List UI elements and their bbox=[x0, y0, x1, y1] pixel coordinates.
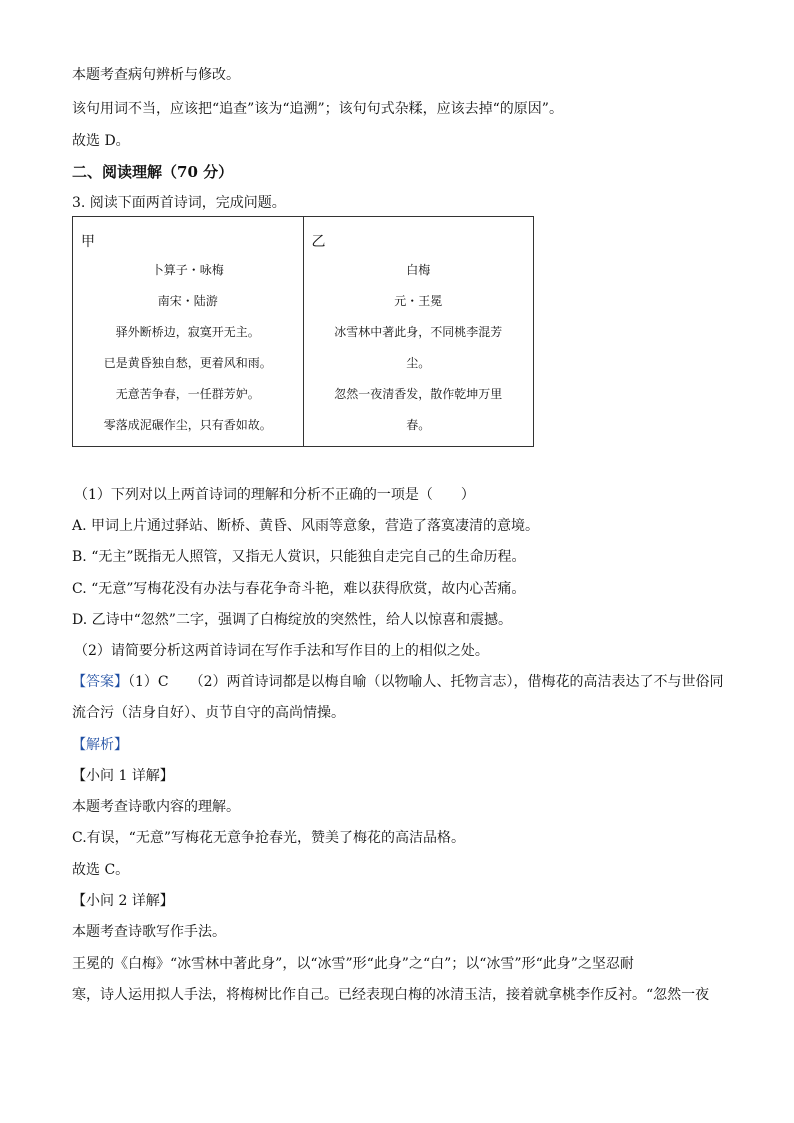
poem-cell-yi bbox=[303, 217, 534, 447]
sub1-heading: 【小问 1 详解】 bbox=[72, 768, 174, 784]
sub2-line: 王冕的《白梅》“冰雪林中著此身”，以“冰雪”形“此身”之“白”；以“冰雪”形“此身”之坚忍耐 bbox=[72, 956, 634, 972]
sub1-line: C.有误，“无意”写梅花无意争抢春光，赞美了梅花的高洁品格。 bbox=[72, 830, 465, 846]
poem-line: 驿外断桥边，寂寞开无主。 bbox=[115, 325, 260, 339]
intro-line: 该句用词不当，应该把“追查”该为“追溯”；该句句式杂糅，应该去掉“的原因”。 bbox=[72, 101, 563, 117]
sub2-line: 寒，诗人运用拟人手法，将梅树比作自己。已经表现白梅的冰清玉洁，接着就拿桃李作反衬。“忽然一夜 bbox=[72, 987, 710, 1003]
poem-title: 白梅 bbox=[406, 263, 431, 277]
sub2-heading: 【小问 2 详解】 bbox=[72, 893, 174, 909]
option-a: A. 甲词上片通过驿站、断桥、黄昏、风雨等意象，营造了落寞凄清的意境。 bbox=[72, 518, 540, 534]
sub1-line: 本题考查诗歌内容的理解。 bbox=[72, 799, 240, 815]
poem-line: 零落成泥碾作尘，只有香如故。 bbox=[103, 418, 272, 432]
option-b: B. “无主”既指无人照管，又指无人赏识，只能独自走完自己的生命历程。 bbox=[72, 549, 526, 565]
analysis-tag: 【解析】 bbox=[72, 737, 128, 753]
answer-line-1 bbox=[72, 673, 724, 691]
poem-line: 尘。 bbox=[406, 356, 431, 370]
poem-label: 甲 bbox=[81, 234, 95, 250]
poem-line: 冰雪林中著此身，不同桃李混芳 bbox=[334, 325, 503, 339]
answer-text: （1）C （2）两首诗词都是以梅自喻（以物喻人、托物言志），借梅花的高洁表达了不与世俗同 bbox=[128, 674, 724, 690]
poem-author: 南宋・陆游 bbox=[157, 294, 218, 308]
poem-cell-jia bbox=[73, 217, 304, 447]
intro-line: 本题考查病句辨析与修改。 bbox=[72, 67, 240, 83]
poem-table bbox=[72, 216, 534, 447]
section-heading: 二、阅读理解（70 分） bbox=[72, 163, 234, 181]
sub1-line: 故选 C。 bbox=[72, 862, 130, 878]
answer-line-2: 流合污（洁身自好）、贞节自守的高尚情操。 bbox=[72, 705, 345, 721]
poem-author: 元・王冕 bbox=[394, 294, 443, 308]
poem-line: 已是黄昏独自愁，更着风和雨。 bbox=[103, 356, 272, 370]
sub2-line: 本题考查诗歌写作手法。 bbox=[72, 924, 226, 940]
answer-tag: 【答案】 bbox=[72, 674, 128, 690]
poem-line: 春。 bbox=[406, 418, 431, 432]
poem-line: 忽然一夜清香发，散作乾坤万里 bbox=[334, 387, 503, 401]
question-1: （1）下列对以上两首诗词的理解和分析不正确的一项是（ ） bbox=[74, 487, 475, 503]
poem-title: 卜算子・咏梅 bbox=[151, 263, 224, 277]
poem-label: 乙 bbox=[311, 234, 326, 250]
option-c: C. “无意”写梅花没有办法与春花争奇斗艳，难以获得欣赏，故内心苦痛。 bbox=[72, 581, 526, 597]
poem-body bbox=[73, 261, 303, 447]
intro-line: 故选 D。 bbox=[72, 133, 130, 149]
poem-body bbox=[304, 261, 534, 447]
question-2: （2）请简要分析这两首诗词在写作手法和写作目的上的相似之处。 bbox=[74, 643, 489, 659]
option-d: D. 乙诗中“忽然”二字，强调了白梅绽放的突然性，给人以惊喜和震撼。 bbox=[72, 612, 512, 628]
question-stem: 3. 阅读下面两首诗词，完成问题。 bbox=[72, 195, 286, 211]
poem-line: 无意苦争春，一任群芳妒。 bbox=[115, 387, 260, 401]
